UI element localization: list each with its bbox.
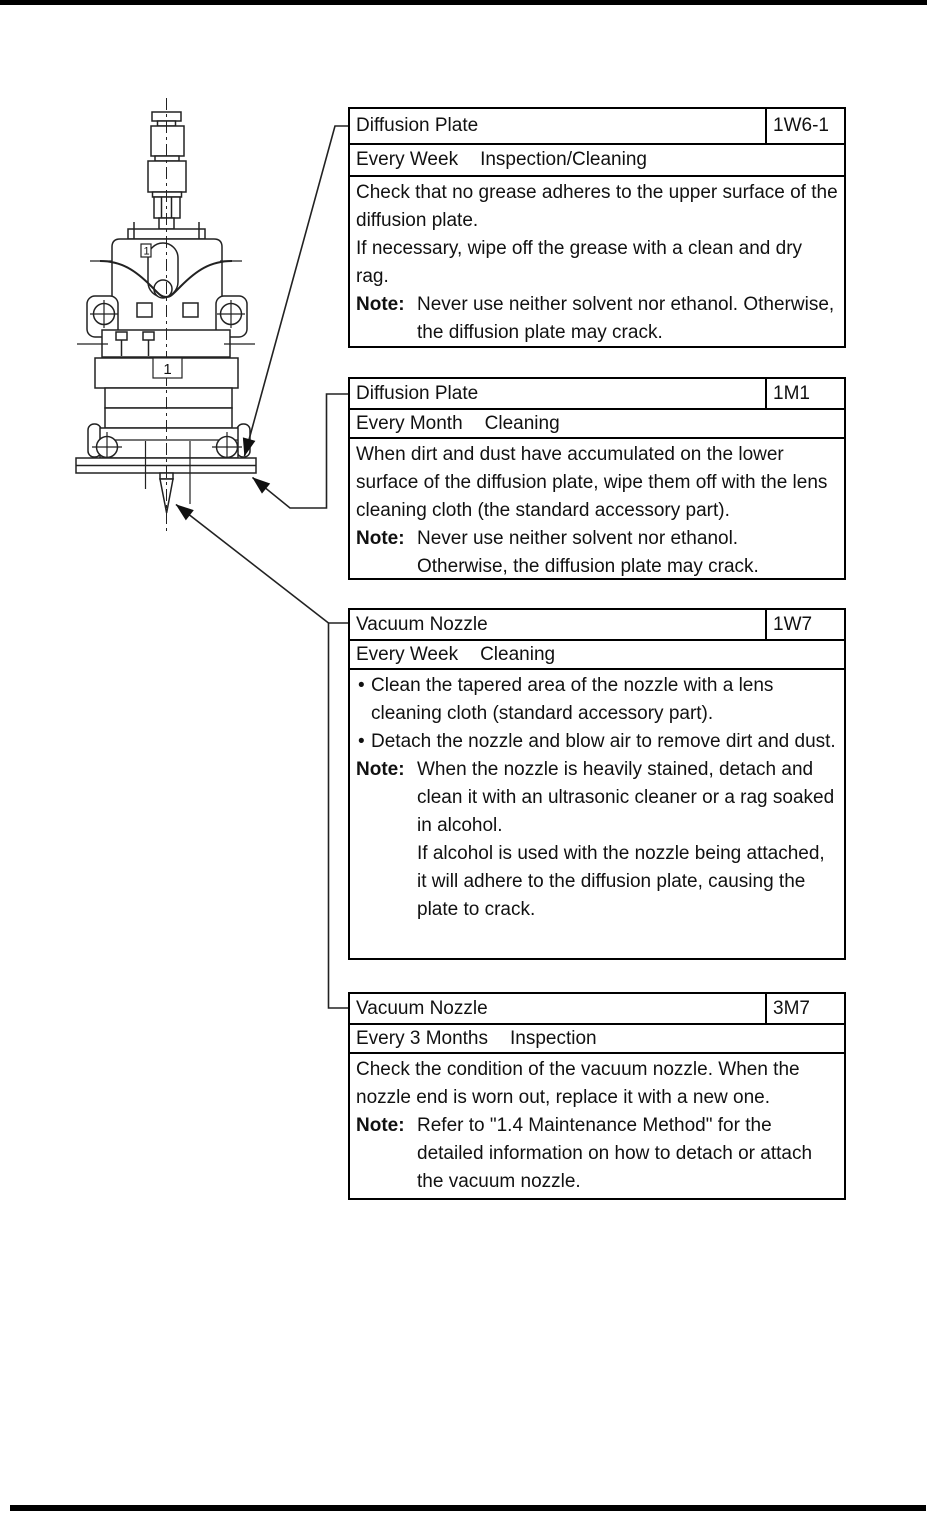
panel-title-row bbox=[350, 610, 844, 641]
panel-schedule bbox=[350, 1025, 844, 1054]
body-paragraph: Check the condition of the vacuum nozzle. When the nozzle end is worn out, replace it with a new one. bbox=[356, 1059, 800, 1108]
note-paragraph: When the nozzle is heavily stained, detach and clean it with an ultrasonic cleaner or a rag soaked in alcohol. bbox=[417, 759, 835, 836]
panel-title: Diffusion Plate bbox=[356, 115, 479, 136]
note-block bbox=[356, 291, 838, 347]
schedule-period: Every Week bbox=[356, 149, 459, 170]
note-paragraph: Never use neither solvent nor ethanol. Otherwise, the diffusion plate may crack. bbox=[417, 294, 835, 343]
note-block bbox=[356, 525, 838, 581]
bullet-paragraph: Detach the nozzle and blow air to remove dirt and dust. bbox=[371, 731, 836, 752]
panel-body bbox=[350, 1054, 844, 1196]
panel-code: 3M7 bbox=[765, 994, 844, 1023]
schedule-task: Inspection/Cleaning bbox=[480, 149, 647, 170]
panel-title-row bbox=[350, 109, 844, 145]
note-block bbox=[356, 756, 838, 924]
panel-code: 1M1 bbox=[765, 379, 844, 408]
schedule-task: Cleaning bbox=[484, 412, 560, 434]
schedule-task: Cleaning bbox=[480, 643, 556, 665]
leader-line-nozzle-trunk bbox=[329, 623, 350, 1008]
leader-line-nozzle-arrow bbox=[176, 505, 329, 624]
panel-vacuum-nozzle-quarterly bbox=[348, 992, 846, 1200]
panel-body bbox=[350, 439, 844, 581]
bullet-item bbox=[356, 672, 838, 728]
panel-title: Vacuum Nozzle bbox=[356, 613, 488, 635]
note-block bbox=[356, 1112, 838, 1196]
part-label-1-large bbox=[153, 358, 182, 378]
panel-code: 1W7 bbox=[765, 610, 844, 639]
bullet-glyph: • bbox=[358, 675, 365, 696]
body-paragraph: When dirt and dust have accumulated on the lower surface of the diffusion plate, wipe them off with the lens cleaning cloth (the standard accessory part). bbox=[356, 444, 828, 521]
body-window-right bbox=[183, 303, 198, 317]
body-paragraph: If necessary, wipe off the grease with a clean and dry rag. bbox=[356, 238, 803, 287]
note-label: Note: bbox=[356, 294, 405, 315]
panel-body bbox=[350, 177, 844, 347]
body-window-left bbox=[137, 303, 152, 317]
note-paragraph: Otherwise, the diffusion plate may crack. bbox=[417, 556, 759, 577]
svg-text:1: 1 bbox=[163, 361, 172, 378]
note-label: Note: bbox=[356, 759, 405, 780]
bullet-glyph: • bbox=[358, 731, 365, 752]
schedule-period: Every 3 Months bbox=[356, 1027, 488, 1049]
panel-schedule bbox=[350, 145, 844, 177]
bullet-item bbox=[356, 728, 838, 756]
part-label-1-small bbox=[141, 244, 151, 258]
schedule-task: Inspection bbox=[510, 1027, 597, 1049]
note-label: Note: bbox=[356, 528, 405, 549]
note-paragraph: Never use neither solvent nor ethanol. bbox=[417, 528, 739, 549]
panel-title-row bbox=[350, 379, 844, 410]
panel-body bbox=[350, 670, 844, 924]
panel-title: Vacuum Nozzle bbox=[356, 997, 488, 1019]
leader-line-1m1 bbox=[253, 394, 350, 508]
note-paragraph: If alcohol is used with the nozzle being attached, it will adhere to the diffusion plate, causing the plate to crack. bbox=[417, 843, 825, 920]
panel-title-row bbox=[350, 994, 844, 1025]
note-label: Note: bbox=[356, 1115, 405, 1136]
panel-vacuum-nozzle-weekly bbox=[348, 608, 846, 960]
panel-title: Diffusion Plate bbox=[356, 382, 479, 404]
panel-schedule bbox=[350, 641, 844, 670]
body-paragraph: Check that no grease adheres to the upper surface of the diffusion plate. bbox=[356, 182, 838, 231]
leader-line-1w6 bbox=[245, 126, 350, 456]
panel-diffusion-plate-monthly bbox=[348, 377, 846, 580]
schedule-period: Every Week bbox=[356, 643, 459, 665]
schedule-period: Every Month bbox=[356, 412, 463, 434]
panel-schedule bbox=[350, 410, 844, 439]
panel-code: 1W6-1 bbox=[765, 109, 844, 143]
note-paragraph: Refer to "1.4 Maintenance Method" for the detailed information on how to detach or attach the vacuum nozzle. bbox=[417, 1115, 813, 1192]
panel-diffusion-plate-weekly bbox=[348, 107, 846, 348]
svg-text:1: 1 bbox=[143, 245, 150, 258]
bullet-paragraph: Clean the tapered area of the nozzle with a lens cleaning cloth (standard accessory part). bbox=[371, 675, 774, 724]
